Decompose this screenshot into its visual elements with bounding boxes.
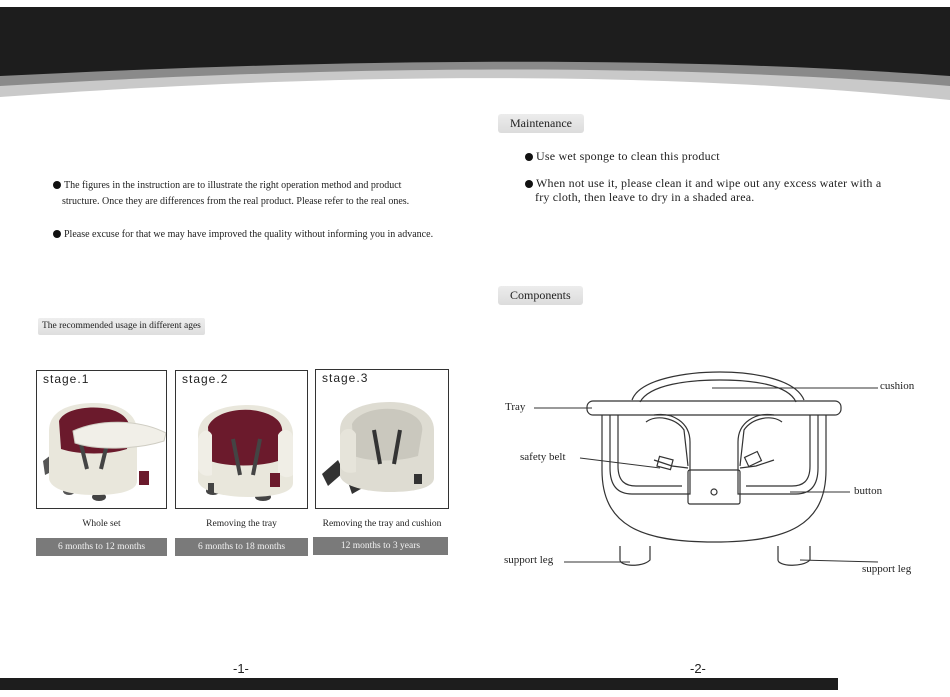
notice-line-3: Please excuse for that we may have improved the quality without informing you in advance.	[64, 229, 434, 240]
callout-lines	[500, 380, 950, 580]
maintenance-text-1: Use wet sponge to clean this product	[536, 149, 720, 163]
components-heading: Components	[498, 286, 583, 305]
page-number-right: -2-	[690, 661, 706, 676]
stage-2-photo	[175, 370, 308, 509]
maintenance-heading: Maintenance	[498, 114, 584, 133]
page-number-left: -1-	[233, 661, 249, 676]
header-banner	[0, 0, 950, 100]
label-button: button	[854, 485, 883, 497]
usage-heading: The recommended usage in different ages	[38, 318, 205, 335]
label-support-leg-left: support leg	[504, 554, 554, 566]
maintenance-text-2: When not use it, please clean it and wipe out any excess water with a	[536, 176, 882, 190]
label-tray: Tray	[505, 401, 526, 413]
stage-1-photo	[36, 370, 167, 509]
booster-seat-with-tray-image	[39, 391, 166, 507]
stage-1-age: 6 months to 12 months	[36, 538, 167, 556]
stage-3-photo	[315, 369, 449, 509]
maintenance-item-1	[525, 149, 925, 163]
bullet-icon	[53, 181, 61, 189]
maintenance-item-2	[525, 176, 930, 204]
label-support-leg-right: support leg	[862, 563, 912, 575]
maintenance-text-3: fry cloth, then leave to dry in a shaded area.	[535, 190, 755, 204]
bullet-icon	[525, 153, 533, 161]
stage-3-label: stage.3	[322, 371, 369, 385]
bullet-icon	[525, 180, 533, 188]
bullet-icon	[53, 230, 61, 238]
stage-1-caption: Whole set	[82, 519, 121, 529]
stage-2-caption: Removing the tray	[206, 519, 277, 529]
booster-seat-without-tray-image	[178, 391, 307, 507]
notice-quality	[53, 227, 473, 243]
notice-line-2: structure. Once they are differences from the real product. Please refer to the real ones.	[62, 196, 410, 207]
label-cushion: cushion	[880, 380, 915, 392]
stage-1-label: stage.1	[43, 372, 90, 386]
footer-bar	[0, 678, 838, 690]
booster-seat-base-image	[318, 390, 448, 507]
stage-3-caption: Removing the tray and cushion	[322, 519, 442, 529]
stage-2-label: stage.2	[182, 372, 229, 386]
stage-2-age: 6 months to 18 months	[175, 538, 308, 556]
notice-line-1: The figures in the instruction are to illustrate the right operation method and product	[64, 180, 402, 191]
stage-3-age: 12 months to 3 years	[313, 537, 448, 555]
label-safety-belt: safety belt	[520, 451, 566, 463]
notice-figures	[53, 178, 473, 210]
